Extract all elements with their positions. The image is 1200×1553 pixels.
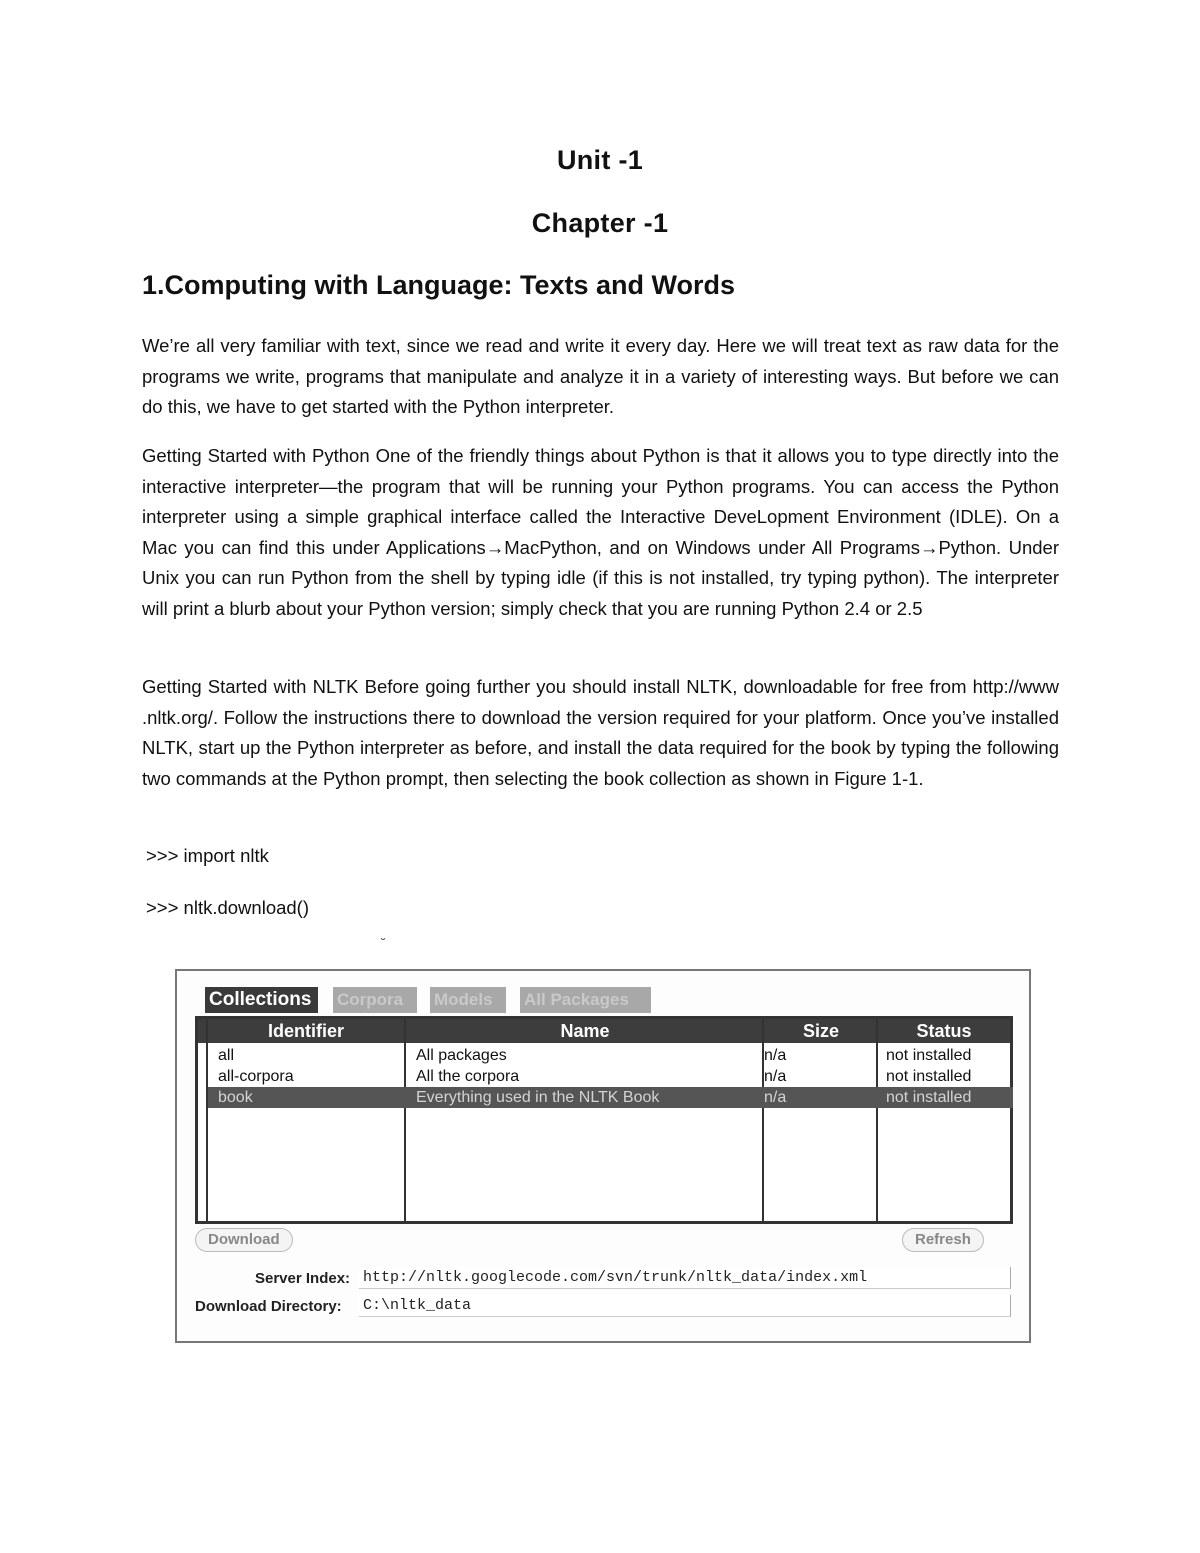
table-row[interactable]: [208, 1066, 1013, 1087]
column-header-status[interactable]: Status: [916, 1021, 972, 1041]
column-header-size[interactable]: Size: [802, 1021, 840, 1041]
cell-size: n/a: [764, 1089, 787, 1106]
paragraph-nltk: Getting Started with NLTK Before going further you should install NLTK, downloadable for free from http://www .nltk.org/. Follow the instructions there to download the version required for your platform. Once you’ve installed NLTK, start up the Python interpreter as before, and install the data required for the book by typing the following two commands at the Python prompt, then selecting the book collection as shown in Figure 1-1.: [142, 676, 1059, 789]
chapter-title: Chapter -1: [531, 208, 669, 238]
collections-table: [195, 1016, 1013, 1224]
table-header: [198, 1019, 1010, 1043]
unit-title: Unit -1: [556, 145, 644, 175]
tab-all-packages[interactable]: All Packages: [520, 987, 651, 1013]
cell-name: Everything used in the NLTK Book: [416, 1089, 660, 1106]
table-row-selected[interactable]: [208, 1087, 1013, 1108]
paragraph-intro: We’re all very familiar with text, since we read and write it every day. Here we will treat text as raw data for the programs we write, programs that manipulate and analyze it in a variety of interesting ways. But before we can do this, we have to get started with the Python interpreter.: [142, 335, 1059, 418]
download-directory-input[interactable]: C:\nltk_data: [359, 1295, 1011, 1317]
cell-name: All packages: [416, 1047, 507, 1064]
column-header-name[interactable]: Name: [560, 1021, 610, 1041]
cell-size: n/a: [764, 1047, 787, 1064]
cell-identifier: book: [218, 1089, 253, 1106]
section-title: 1.Computing with Language: Texts and Words: [142, 270, 736, 300]
cell-status: not installed: [886, 1068, 972, 1085]
download-button[interactable]: Download: [195, 1228, 293, 1252]
scan-artifact: ˘: [381, 935, 386, 951]
table-row[interactable]: [208, 1045, 1013, 1066]
cell-identifier: all-corpora: [218, 1068, 294, 1085]
cell-size: n/a: [764, 1068, 787, 1085]
cell-name: All the corpora: [416, 1068, 520, 1085]
tab-models[interactable]: Models: [430, 987, 506, 1013]
server-index-input[interactable]: http://nltk.googlecode.com/svn/trunk/nltk_data/index.xml: [359, 1267, 1011, 1289]
cell-identifier: all: [218, 1047, 235, 1064]
cell-status: not installed: [886, 1089, 972, 1106]
code-nltk-download: >>> nltk.download(): [146, 897, 310, 918]
column-header-identifier[interactable]: Identifier: [267, 1021, 344, 1041]
paragraph-python: Getting Started with Python One of the friendly things about Python is that it allows you to type directly into the interactive interpreter—the program that will be running your Python programs. You can access the Python interpreter using a simple graphical interface called the Interactive DeveLopment Environment (IDLE). On a Mac you can find this under Applications→MacPython, and on Windows under All Programs→Python. Under Unix you can run Python from the shell by typing idle (if this is not installed, try typing python). The interpreter will print a blurb about your Python version; simply check that you are running Python 2.4 or 2.5: [142, 445, 1059, 619]
server-index-label: Server Index:: [255, 1270, 351, 1287]
tab-corpora[interactable]: Corpora: [333, 987, 417, 1013]
code-import-nltk: >>> import nltk: [146, 845, 269, 866]
cell-status: not installed: [886, 1047, 972, 1064]
download-directory-label: Download Directory:: [195, 1298, 342, 1315]
tab-collections[interactable]: Collections: [205, 987, 318, 1013]
refresh-button[interactable]: Refresh: [902, 1228, 984, 1252]
nltk-downloader-figure: [175, 969, 1031, 1343]
